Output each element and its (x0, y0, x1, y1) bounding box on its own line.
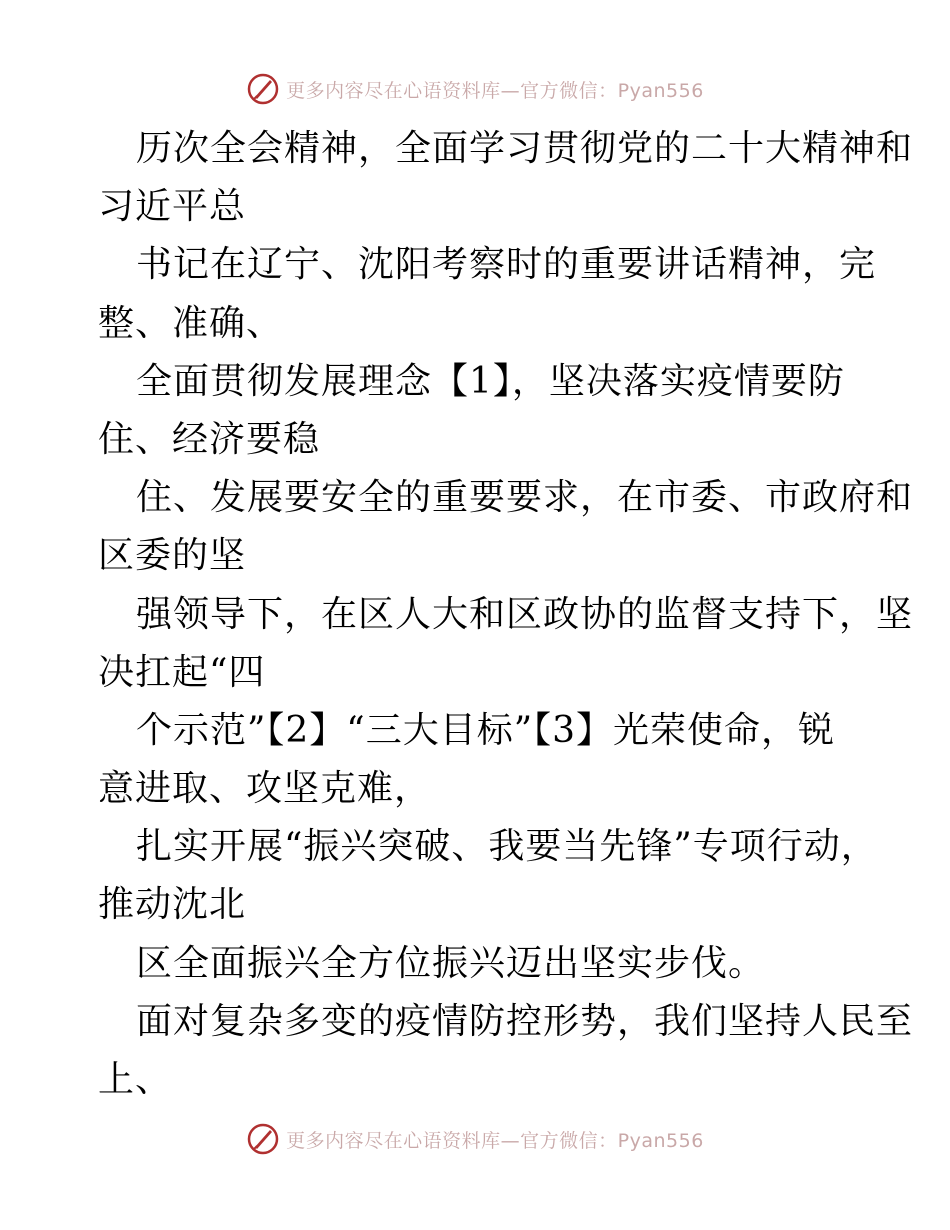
text-line: 习近平总 (98, 186, 247, 228)
text-line: 个示范”【2】“三大目标”【3】光荣使命，锐 (136, 709, 836, 751)
text-line: 区委的坚 (98, 535, 247, 577)
text-line: 面对复杂多变的疫情防控形势，我们坚持人民至 (136, 1000, 914, 1042)
text-line: 上、 (98, 1059, 173, 1100)
header-watermark (0, 72, 950, 106)
text-line: 全面贯彻发展理念【1】，坚决落实疫情要防 (136, 360, 845, 402)
footer-watermark (0, 1122, 950, 1156)
quill-logo-icon (246, 72, 280, 106)
text-line: 住、发展要安全的重要要求，在市委、市政府和 (136, 477, 914, 519)
text-line: 强领导下，在区人大和区政协的监督支持下，坚 (136, 593, 914, 635)
text-line: 整、准确、 (98, 302, 284, 344)
text-line: 决扛起“四 (98, 651, 266, 693)
watermark-text: 更多内容尽在心语资料库—官方微信：Pyan556 (286, 1129, 704, 1152)
body-text (98, 120, 914, 1109)
text-line: 意进取、攻坚克难， (98, 768, 432, 810)
watermark-text: 更多内容尽在心语资料库—官方微信：Pyan556 (286, 79, 704, 102)
text-line: 书记在辽宁、沈阳考察时的重要讲话精神，完 (136, 244, 877, 286)
text-line: 扎实开展“振兴突破、我要当先锋”专项行动， (136, 826, 878, 868)
text-line: 推动沈北 (98, 884, 247, 926)
quill-logo-icon (246, 1122, 280, 1156)
text-line: 区全面振兴全方位振兴迈出坚实步伐。 (136, 942, 766, 984)
text-line: 住、经济要稳 (98, 418, 321, 460)
text-line: 历次全会精神，全面学习贯彻党的二十大精神和 (136, 128, 914, 169)
